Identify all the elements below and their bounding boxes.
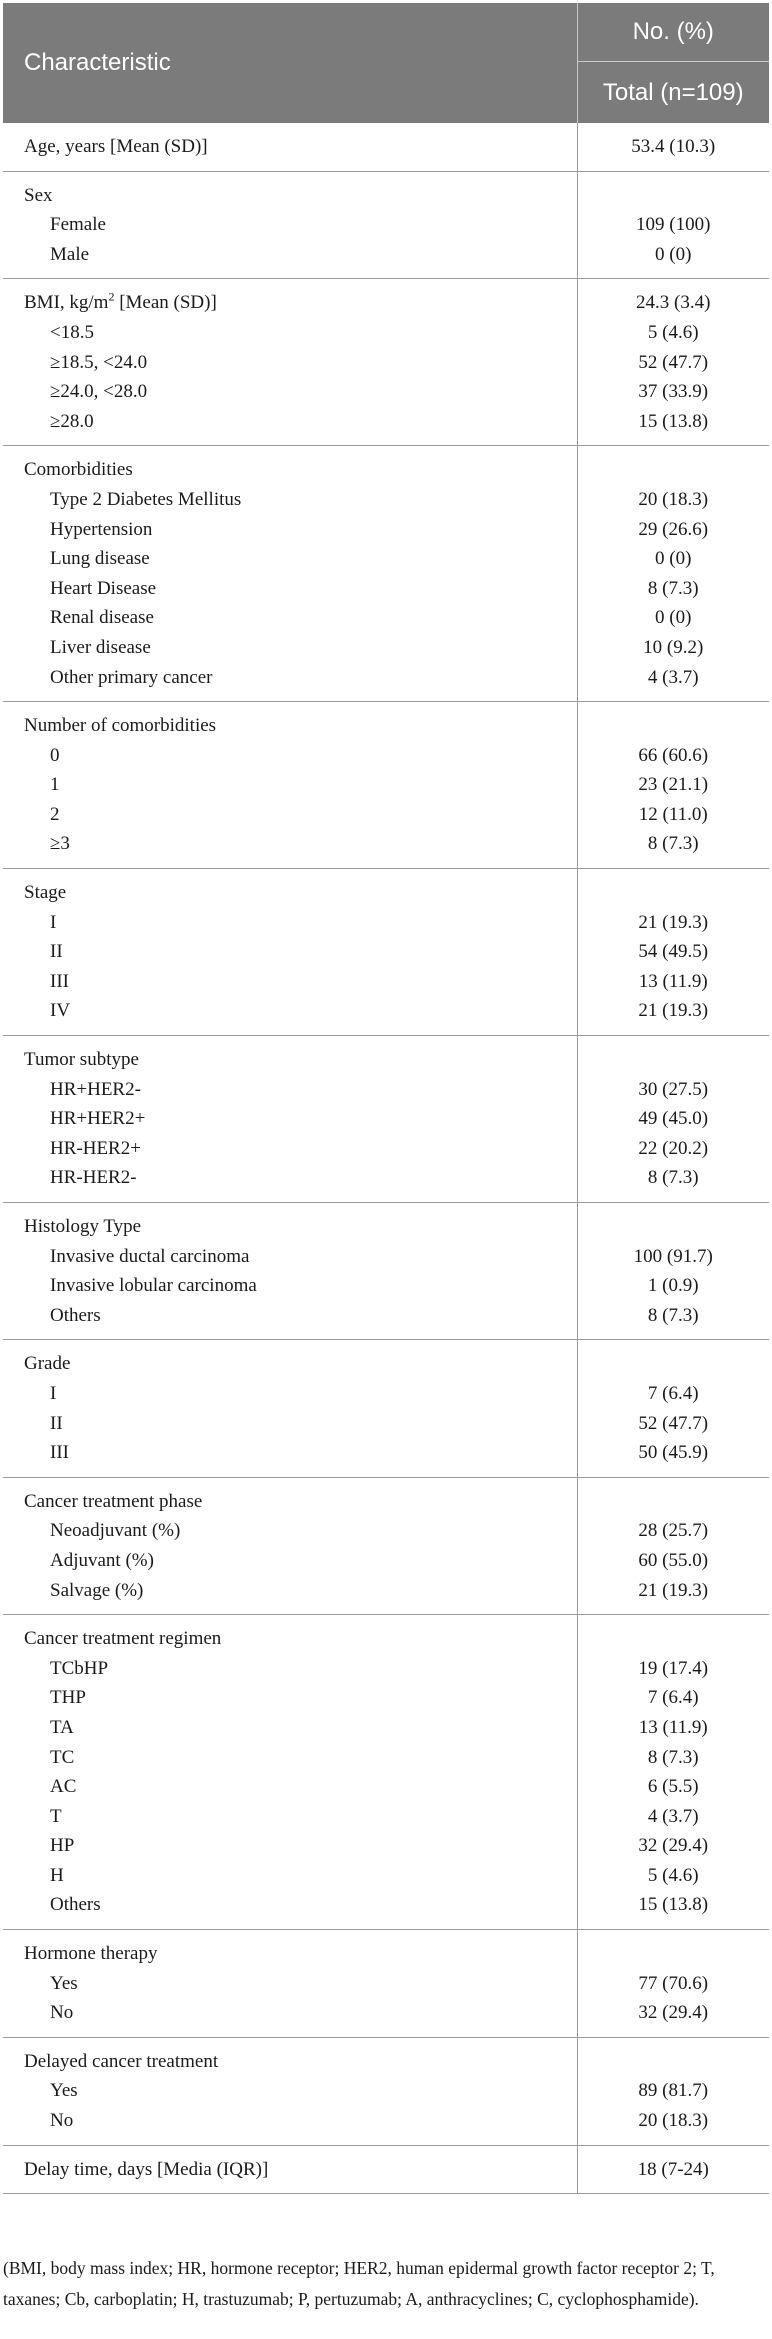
table-header: [3, 3, 769, 123]
table-row: [3, 123, 769, 171]
row-value: 21 (19.3): [638, 911, 709, 933]
row-value: 21 (19.3): [638, 1579, 709, 1601]
row-label: Neoadjuvant (%): [50, 1520, 181, 1542]
row-value: 52 (47.7): [638, 351, 709, 373]
row-label: Hypertension: [50, 518, 153, 540]
row-label: HR-HER2+: [50, 1137, 141, 1159]
group-histology: [3, 1203, 769, 1340]
row-label: Invasive lobular carcinoma: [50, 1275, 257, 1297]
row-value: 10 (9.2): [643, 636, 704, 658]
row-value: 30 (27.5): [638, 1078, 709, 1100]
row-label: I: [50, 1382, 57, 1404]
row-label: AC: [50, 1776, 77, 1798]
table-row: [3, 1203, 769, 1340]
row-label: THP: [50, 1687, 86, 1709]
row-label: Adjuvant (%): [50, 1549, 154, 1571]
row-label: <18.5: [50, 321, 94, 343]
table-row: [3, 2037, 769, 2145]
group-grade: [3, 1340, 769, 1477]
row-label: III: [50, 1442, 69, 1464]
row-value: 13 (11.9): [638, 970, 708, 992]
table-row: [3, 1036, 769, 1203]
table-row: [3, 1615, 769, 1930]
row-value: 37 (33.9): [638, 381, 709, 403]
row-label: ≥28.0: [50, 410, 94, 432]
table-row: [3, 1340, 769, 1477]
group-treatment-regimen: [3, 1615, 769, 1930]
row-label: Type 2 Diabetes Mellitus: [50, 488, 242, 510]
row-value: 4 (3.7): [647, 1805, 699, 1827]
header-total: Total (n=109): [577, 62, 769, 124]
header-no-pct: No. (%): [577, 3, 769, 62]
characteristics-table: [3, 3, 769, 2194]
row-value: 5 (4.6): [647, 1864, 699, 1886]
row-value: 20 (18.3): [638, 2110, 709, 2132]
row-label: 0: [50, 744, 60, 766]
row-value: 4 (3.7): [647, 666, 699, 688]
group-hormone-therapy: [3, 1930, 769, 2038]
row-label: HR-HER2-: [50, 1167, 137, 1189]
row-value: 1 (0.9): [647, 1275, 699, 1297]
group-bmi: [3, 279, 769, 446]
row-value: 22 (20.2): [638, 1137, 709, 1159]
group-stage: [3, 869, 769, 1036]
group-title: Comorbidities: [24, 459, 133, 481]
table-footnote: (BMI, body mass index; HR, hormone receptor; HER2, human epidermal growth factor receptor 2; T, taxanes; Cb, carboplatin; H, trastuzumab; P, pertuzumab; A, anthracyclines; C, cyclophosphamide).: [3, 2258, 715, 2309]
row-value: 8 (7.3): [647, 1746, 699, 1768]
row-value: 7 (6.4): [647, 1687, 699, 1709]
row-label: HR+HER2-: [50, 1078, 141, 1100]
row-label: T: [50, 1805, 62, 1827]
table-row: [3, 171, 769, 279]
row-label: Other primary cancer: [50, 666, 213, 688]
row-label: TC: [50, 1746, 75, 1768]
table-row: [3, 702, 769, 869]
row-value: 100 (91.7): [633, 1245, 713, 1267]
group-treatment-phase: [3, 1477, 769, 1614]
group-tumor-subtype: [3, 1036, 769, 1203]
characteristics-table-container: [3, 3, 769, 2194]
group-title: Tumor subtype: [24, 1049, 139, 1071]
row-value: 8 (7.3): [647, 577, 699, 599]
row-value: 21 (19.3): [638, 1000, 709, 1022]
row-value: 18 (7-24): [637, 2158, 709, 2180]
row-label: Delay time, days [Media (IQR)]: [3, 2145, 577, 2194]
row-label: Invasive ductal carcinoma: [50, 1245, 250, 1267]
row-value: 5 (4.6): [647, 321, 699, 343]
row-label: TCbHP: [50, 1657, 109, 1679]
row-label: Male: [50, 243, 90, 265]
row-label: I: [50, 911, 57, 933]
row-value: 0 (0): [655, 548, 692, 570]
row-value: 12 (11.0): [638, 803, 708, 825]
row-label: II: [50, 941, 63, 963]
row-label: Others: [50, 1304, 101, 1326]
row-label: ≥18.5, <24.0: [50, 351, 148, 373]
row-label: ≥24.0, <28.0: [50, 381, 148, 403]
header-characteristic: Characteristic: [3, 3, 577, 123]
row-label: H: [50, 1864, 64, 1886]
row-value: 60 (55.0): [638, 1549, 709, 1571]
row-value: 0 (0): [655, 607, 692, 629]
group-sex: [3, 171, 769, 279]
row-value: 20 (18.3): [638, 488, 709, 510]
group-title: BMI, $kg/m^2$ [Mean (SD)]: [24, 290, 217, 314]
row-label: 2: [50, 803, 60, 825]
row-value: 77 (70.6): [638, 1972, 709, 1994]
row-value: 15 (13.8): [638, 410, 709, 432]
table-row: [3, 1930, 769, 2038]
row-value: 32 (29.4): [638, 2002, 709, 2024]
row-label: Yes: [50, 2080, 78, 2102]
row-label: No: [50, 2110, 74, 2132]
group-title: Histology Type: [24, 1216, 142, 1237]
row-label: Heart Disease: [50, 577, 157, 599]
row-value: 6 (5.5): [647, 1776, 699, 1798]
row-label: Salvage (%): [50, 1579, 144, 1601]
group-title: Hormone therapy: [24, 1943, 158, 1965]
row-value: 8 (7.3): [647, 833, 699, 855]
row-value: 8 (7.3): [647, 1304, 699, 1326]
group-title: Number of comorbidities: [24, 715, 217, 737]
row-value: 52 (47.7): [638, 1412, 709, 1434]
row-value: 23 (21.1): [638, 774, 709, 796]
row-label: Age, years [Mean (SD)]: [3, 123, 577, 171]
group-delayed-treatment: [3, 2037, 769, 2145]
row-label: ≥3: [50, 833, 70, 855]
row-value: 32 (29.4): [638, 1835, 709, 1857]
row-value: 29 (26.6): [638, 518, 709, 540]
row-label: Others: [50, 1894, 101, 1916]
row-value: 7 (6.4): [647, 1382, 699, 1404]
group-title: Delayed cancer treatment: [24, 2050, 219, 2072]
group-title: Stage: [24, 882, 67, 904]
row-label: Liver disease: [50, 636, 151, 658]
row-value: 54 (49.5): [638, 941, 709, 963]
row-value: 19 (17.4): [638, 1657, 709, 1679]
group-title: Cancer treatment regimen: [24, 1628, 222, 1650]
table-row: [3, 869, 769, 1036]
row-label: HR+HER2+: [50, 1108, 146, 1130]
row-value: 13 (11.9): [638, 1716, 708, 1738]
group-title: Sex: [24, 184, 53, 206]
row-value: 24.3 (3.4): [636, 292, 711, 314]
row-label: HP: [50, 1835, 75, 1857]
row-label: No: [50, 2002, 74, 2024]
row-value: 53.4 (10.3): [631, 136, 716, 157]
row-label: Female: [50, 214, 106, 236]
row-value: 8 (7.3): [647, 1167, 699, 1189]
group-number-of-comorbidities: [3, 702, 769, 869]
row-label: III: [50, 970, 69, 992]
row-value: 28 (25.7): [638, 1520, 709, 1542]
row-value: 109 (100): [636, 214, 711, 236]
table-row: [3, 1477, 769, 1614]
row-value: 0 (0): [655, 243, 692, 265]
table-row: [3, 2145, 769, 2194]
group-title: Grade: [24, 1353, 71, 1375]
row-value: 66 (60.6): [638, 744, 709, 766]
table-row: [3, 279, 769, 446]
row-value: 89 (81.7): [638, 2080, 709, 2102]
row-label: IV: [50, 1000, 71, 1022]
group-title: Cancer treatment phase: [24, 1490, 203, 1512]
row-label: 1: [50, 774, 60, 796]
row-value: 15 (13.8): [638, 1894, 709, 1916]
row-value: 49 (45.0): [638, 1108, 709, 1130]
group-delay-time: [3, 2145, 769, 2194]
row-label: Yes: [50, 1972, 78, 1994]
row-label: II: [50, 1412, 63, 1434]
table-row: [3, 446, 769, 702]
row-label: Renal disease: [50, 607, 154, 629]
row-label: TA: [50, 1716, 74, 1738]
group-age: [3, 123, 769, 171]
row-value: 50 (45.9): [638, 1442, 709, 1464]
row-label: Lung disease: [50, 548, 150, 570]
group-comorbidities: [3, 446, 769, 702]
